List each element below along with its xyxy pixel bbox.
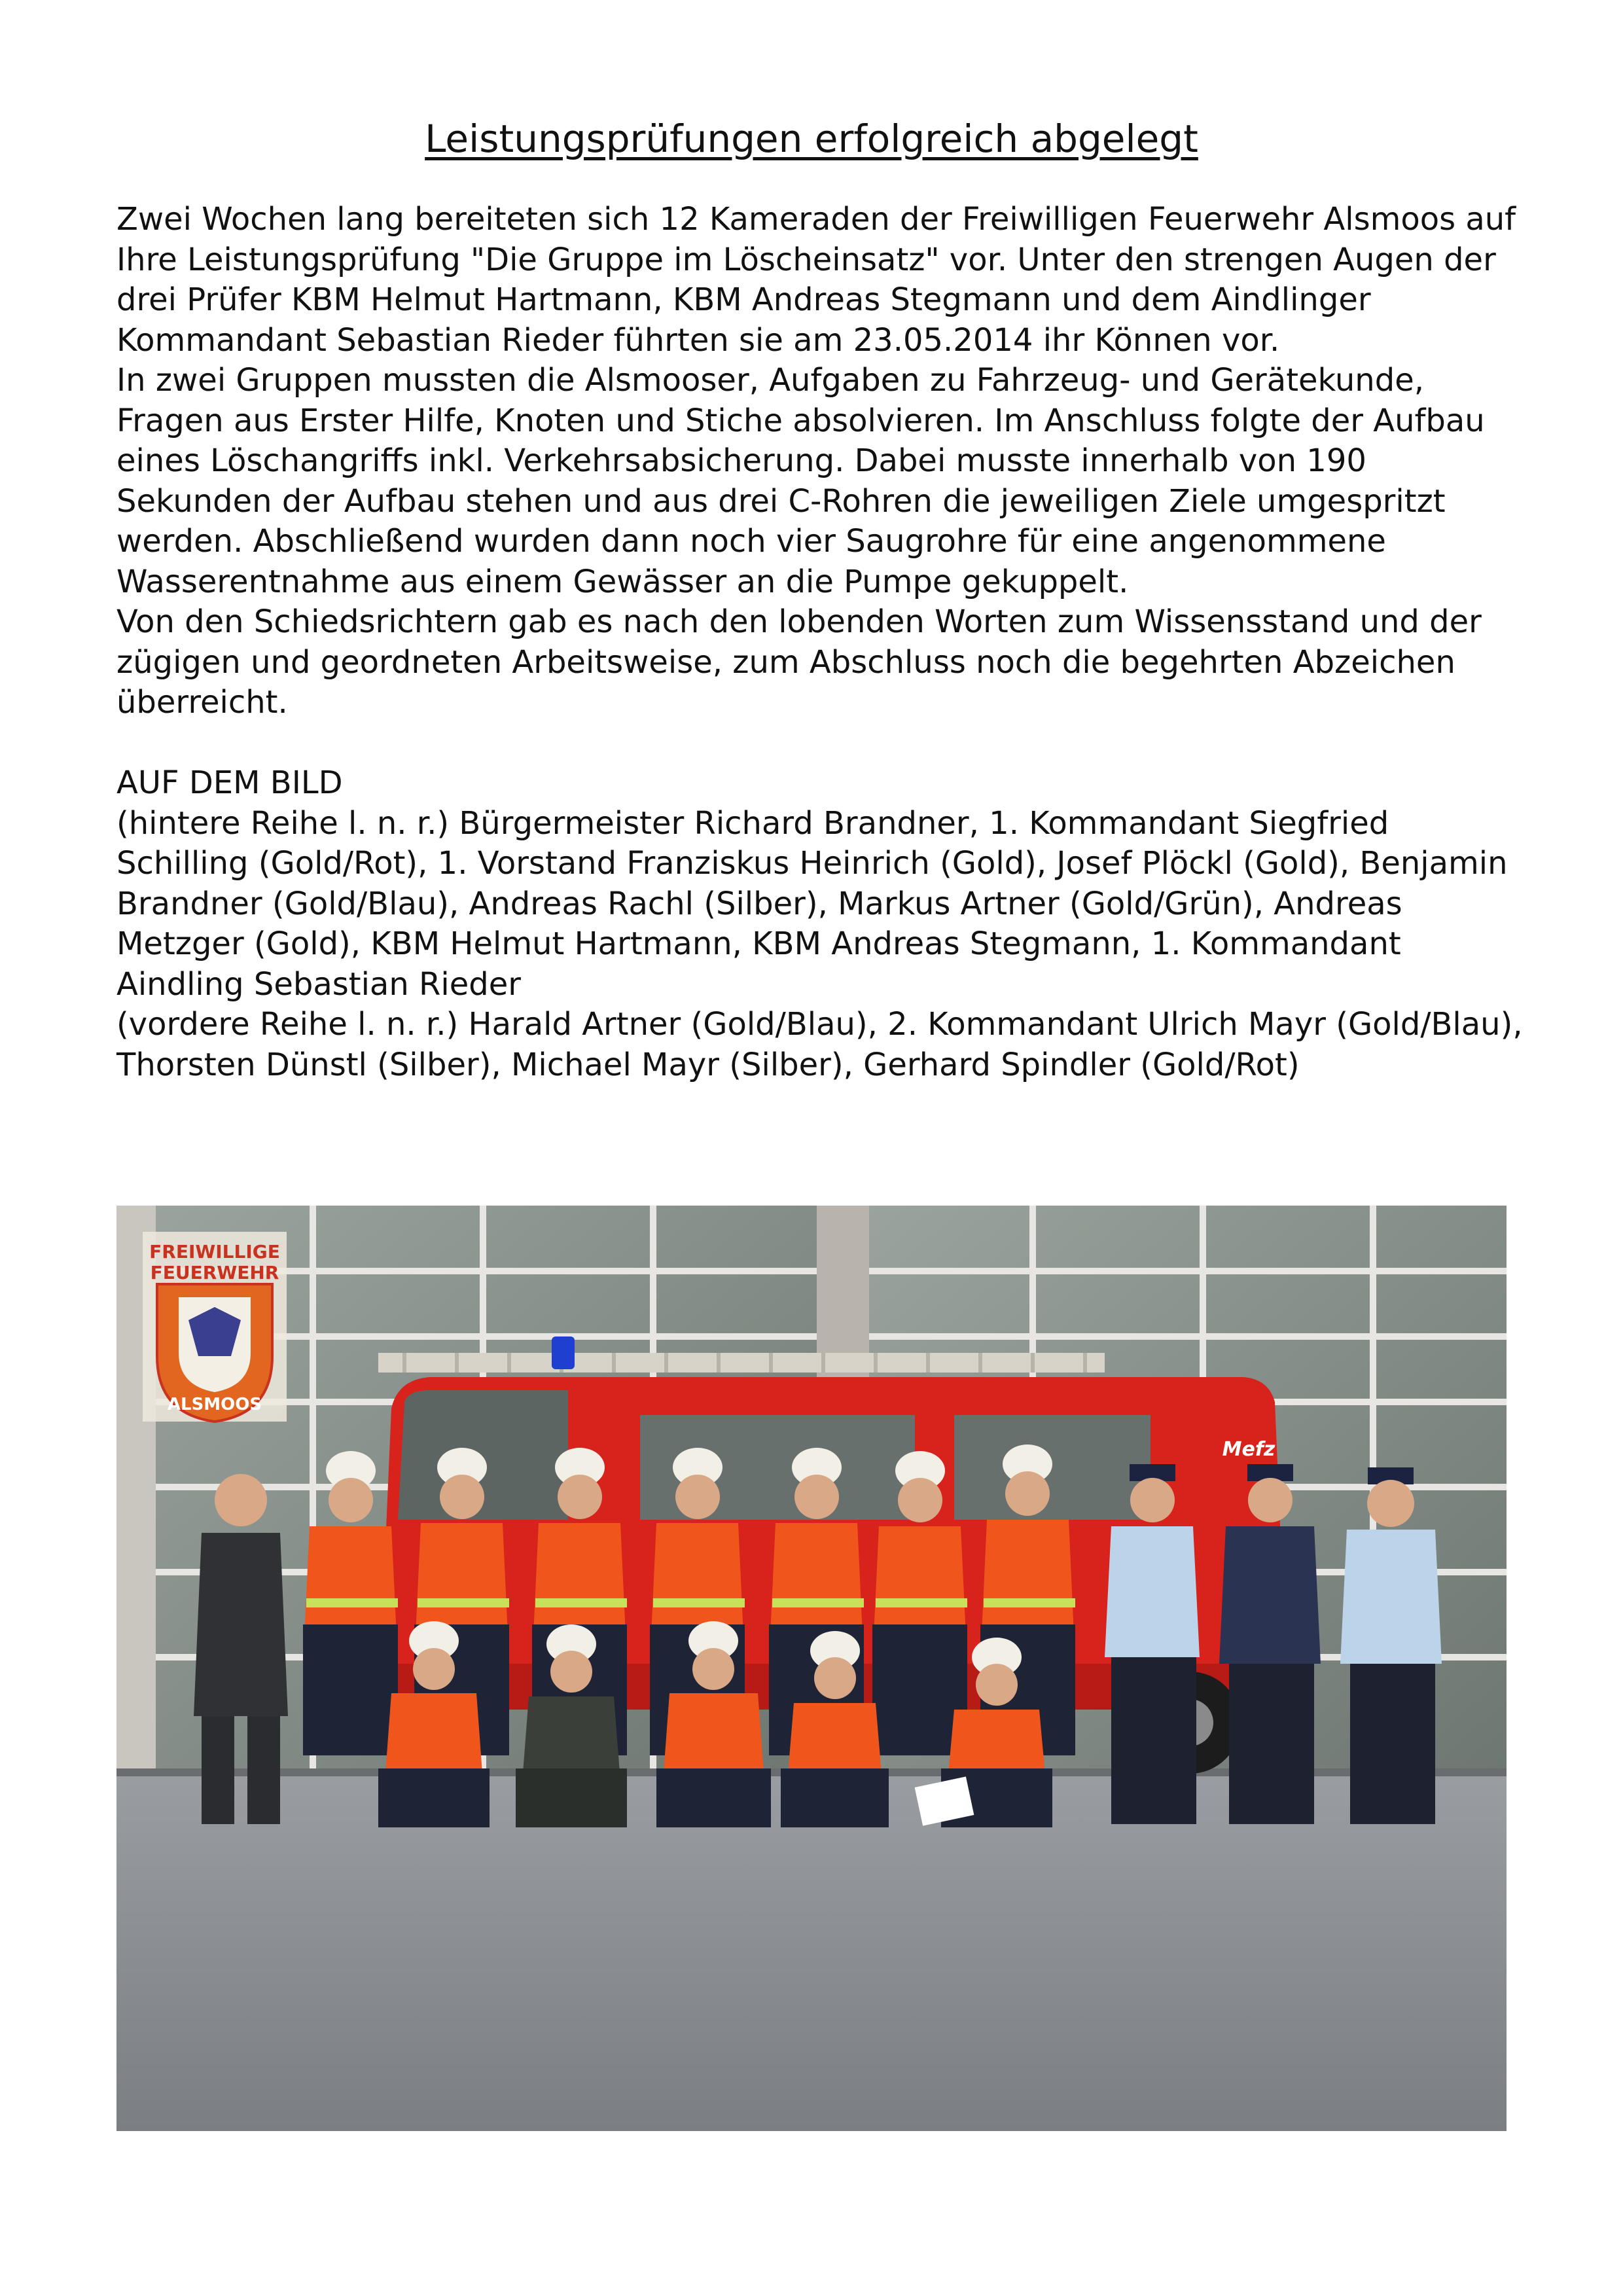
caption-back-row: (hintere Reihe l. n. r.) Bürgermeister Richard Brandner, 1. Kommandant Siegfried Schilling (Gold/Rot), 1. Vorstand Franziskus Heinrich (Gold), Josef Plöckl (Gold), Benjamin Brandner (Gold/Blau), Andreas Rachl (Silber), Markus Artner (Gold/Grün), Andreas Metzger (Gold), KBM Helmut Hartmann, KBM Andreas Stegmann, 1. Kommandant Aindling Sebastian Rieder	[116, 804, 1508, 1003]
truck-badge: Mefz	[1222, 1438, 1275, 1461]
caption-heading: AUF DEM BILD	[116, 764, 343, 801]
paragraph-spacer	[116, 723, 1530, 764]
emblem-text-bottom: ALSMOOS	[167, 1395, 262, 1414]
truck-ladder	[378, 1353, 1105, 1372]
fire-brigade-emblem	[143, 1232, 287, 1422]
blue-light-icon	[552, 1336, 575, 1369]
caption-front-row: (vordere Reihe l. n. r.) Harald Artner (Gold/Blau), 2. Kommandant Ulrich Mayr (Gold/Blau), Thorsten Dünstl (Silber), Michael Mayr (Silber), Gerhard Spindler (Gold/Rot)	[116, 1006, 1523, 1083]
group-photo	[116, 1206, 1507, 2131]
article-paragraph-3: Von den Schiedsrichtern gab es nach den lobenden Worten zum Wissensstand und der zügigen und geordneten Arbeitsweise, zum Abschluss noch die begehrten Abzeichen überreicht.	[116, 603, 1482, 721]
article-body	[116, 200, 1530, 1085]
truck-window	[954, 1415, 1150, 1520]
emblem-text-top: FREIWILLIGE	[149, 1241, 280, 1263]
article-paragraph-2: In zwei Gruppen mussten die Alsmooser, Aufgaben zu Fahrzeug- und Gerätekunde, Fragen aus Erster Hilfe, Knoten und Stiche absolvieren. Im Anschluss folgte der Aufbau eines Löschangriffs inkl. Verkehrsabsicherung. Dabei musste innerhalb von 190 Sekunden der Aufbau stehen und aus drei C-Rohren die jeweiligen Ziele umgespritzt werden. Abschließend wurden dann noch vier Saugrohre für eine angenommene Wasserentnahme aus einem Gewässer an die Pumpe gekuppelt.	[116, 362, 1485, 600]
emblem-text-middle: FEUERWEHR	[150, 1262, 279, 1283]
article-paragraph-1: Zwei Wochen lang bereiteten sich 12 Kameraden der Freiwilligen Feuerwehr Alsmoos auf Ihre Leistungsprüfung "Die Gruppe im Löscheinsatz" vor. Unter den strengen Augen der drei Prüfer KBM Helmut Hartmann, KBM Andreas Stegmann und dem Aindlinger Kommandant Sebastian Rieder führten sie am 23.05.2014 ihr Können vor.	[116, 201, 1516, 359]
article-title: Leistungsprüfungen erfolgreich abgelegt	[425, 117, 1198, 161]
